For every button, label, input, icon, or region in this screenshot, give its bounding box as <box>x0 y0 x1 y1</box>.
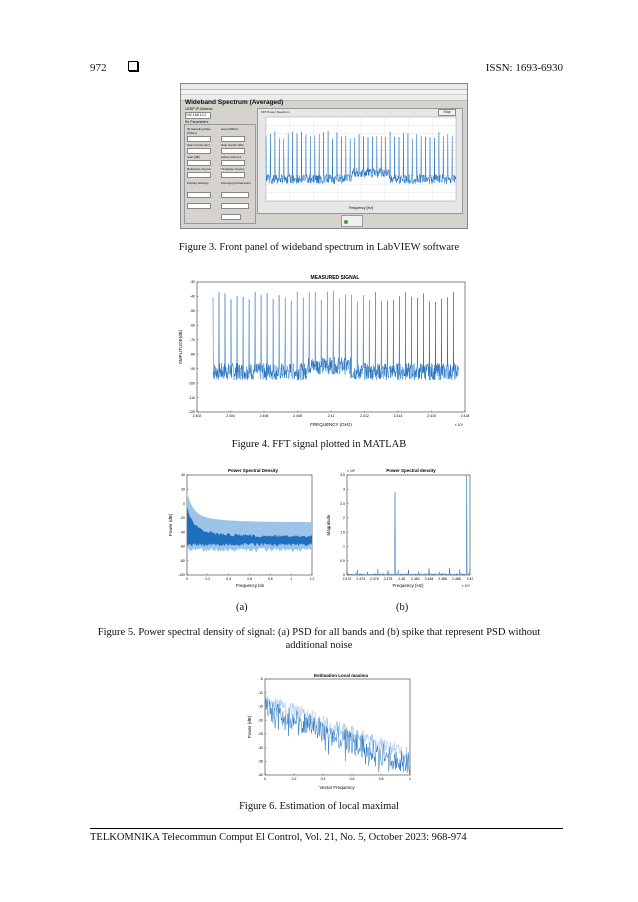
iq-rate-field[interactable] <box>187 136 211 142</box>
fig5b-xlabel: Frequency (Hz) <box>392 583 424 588</box>
fig6-ytick-label: -20 <box>257 718 263 723</box>
averaging-field-1[interactable] <box>221 192 249 198</box>
fig4-xtick-label: 2.404 <box>226 414 235 418</box>
fig5b-xtick-label: 2.484 <box>424 577 434 581</box>
status-led-icon <box>344 220 348 224</box>
timebase-source-label: Timebase Source <box>221 167 245 171</box>
stop-carrier-label: Stop Carrier [Hz] <box>221 143 244 147</box>
fig5b-xtick-label: 2.486 <box>438 577 448 581</box>
fig5a-xtick-label: 0.6 <box>247 577 252 581</box>
fig5b-y-multiplier: × 10⁵ <box>347 469 356 473</box>
figure5-label-a: (a) <box>236 602 248 613</box>
fig6-xtick-label: 1 <box>409 777 411 781</box>
fig4-ytick-label: -110 <box>188 395 195 400</box>
fig6-ytick-label: -35 <box>257 759 263 764</box>
averaging-parameters-label: Averaging Parameters <box>221 181 251 185</box>
fig5a-xtick-label: 0.8 <box>267 577 273 581</box>
display-field-1[interactable] <box>187 192 211 198</box>
fig5b-xtick-label: 2.476 <box>369 577 379 581</box>
fig5a-ytick-label: -100 <box>177 573 185 578</box>
fig5a-xtick-label: 0 <box>186 577 188 581</box>
fig6-xtick-label: 0.6 <box>349 777 355 781</box>
fig5a-ytick-label: 0 <box>183 501 185 506</box>
fig5a-xtick-label: 1.2 <box>309 577 315 581</box>
fig5b-xtick-label: 2.49 <box>466 577 473 581</box>
fig5a-xtick-label: 0.4 <box>226 577 232 581</box>
iq-rate-label: IQ Sampling Rate [S/Sec] <box>187 127 211 135</box>
step-field[interactable] <box>221 136 245 142</box>
averaging-field-2[interactable] <box>221 203 249 209</box>
fig5b-plot-frame <box>347 475 470 575</box>
fig4-xtick-label: 2.412 <box>360 414 369 418</box>
plot-area <box>257 108 463 214</box>
gain-label: Gain [dB] <box>187 155 200 159</box>
frequency-axis-label: Frequency [Hz] <box>349 206 373 210</box>
fig5b-ytick-label: 3.5 <box>340 473 345 478</box>
fig4-ytick-label: -90 <box>189 366 195 371</box>
fig4-ytick-label: -80 <box>189 352 195 357</box>
reference-source-label: Reference Source <box>187 167 212 171</box>
fig5a-ytick-label: -40 <box>179 530 185 535</box>
gain-field[interactable] <box>187 160 211 166</box>
status-indicator <box>341 215 363 227</box>
fig5b-xtick-label: 2.478 <box>383 577 393 581</box>
fig4-ytick-label: -30 <box>189 280 195 285</box>
averaging-field-3[interactable] <box>221 214 241 220</box>
figure6-caption: Figure 6. Estimation of local maximal <box>239 801 399 812</box>
step-label: step [stMHz] <box>221 127 238 131</box>
reference-source-field[interactable] <box>187 172 211 178</box>
fig5a-ylabel: Power (dB) <box>168 513 173 537</box>
fig6-ylabel: Power (dB) <box>247 715 252 739</box>
fig5a-ytick-label: -20 <box>179 516 185 521</box>
figure3-labview-panel <box>180 83 468 229</box>
display-field-2[interactable] <box>187 203 211 209</box>
fig4-xtick-label: 2.418 <box>460 414 470 418</box>
fig4-xlabel: FREQUENCY (GHz) <box>310 422 352 427</box>
stop-button[interactable]: Stop <box>438 109 456 116</box>
fig4-ytick-label: -100 <box>187 381 195 386</box>
fig6-dark-trace <box>265 699 410 773</box>
figure5-caption-line1: Figure 5. Power spectral density of signal: (a) PSD for all bands and (b) spike that represent PSD without <box>97 627 541 638</box>
fig6-xtick-label: 0.4 <box>320 777 326 781</box>
figure5-label-b: (b) <box>396 602 409 613</box>
figure6-chart <box>245 670 415 795</box>
figure5b-chart <box>323 466 473 591</box>
stop-carrier-field[interactable] <box>221 148 245 154</box>
fig5b-ylabel: Magnitude <box>326 514 331 536</box>
page-number: 972 <box>90 62 107 74</box>
fig5b-xtick-label: 2.472 <box>342 577 352 581</box>
fig5a-xlabel: Frequency bin <box>235 583 265 588</box>
active-antenna-field[interactable] <box>221 160 245 166</box>
usrp-ip-label: USRP IP Address <box>185 107 213 111</box>
fig5b-magnitude-trace <box>347 475 470 575</box>
fig4-ytick-label: -120 <box>187 410 195 415</box>
fig5b-xtick-label: 2.48 <box>398 577 406 581</box>
fig6-title: Estimation Local maxima <box>313 673 369 678</box>
rx-params-label: Rx Parameters <box>185 120 209 124</box>
fig5b-x-multiplier: × 10⁹ <box>461 584 470 588</box>
fig6-ytick-label: -5 <box>259 677 263 682</box>
fig4-xtick-label: 2.408 <box>293 414 302 418</box>
fig5b-xtick-label: 2.482 <box>410 577 420 581</box>
panel-title: Wideband Spectrum (Averaged) <box>185 99 284 106</box>
fig4-xtick-label: 2.416 <box>427 414 436 418</box>
fig5a-ytick-label: 40 <box>181 473 185 478</box>
fig6-xtick-label: 0.8 <box>378 777 384 781</box>
fig6-xtick-label: 0 <box>264 777 266 781</box>
fig6-light-trace <box>265 694 410 763</box>
fig4-ytick-label: -70 <box>189 337 195 342</box>
fig4-xtick-label: 2.414 <box>393 414 403 418</box>
active-antenna-label: Active Antenna <box>221 155 242 159</box>
fig6-ytick-label: -15 <box>257 704 263 709</box>
plot-title: FFT Power Spectrum <box>261 110 290 114</box>
display-settings-label: Display Settings <box>187 181 209 185</box>
fig4-ylabel: AMPLITUDE(dB) <box>178 329 183 365</box>
fig5a-ytick-label: 20 <box>181 487 185 492</box>
fig5a-xtick-label: 0.2 <box>205 577 211 581</box>
fig5b-title: Power Spectral density <box>386 468 436 473</box>
fig4-x-multiplier: × 10⁹ <box>454 423 463 427</box>
figure4-caption: Figure 4. FFT signal plotted in MATLAB <box>231 439 407 450</box>
fig5b-xtick-label: 2.474 <box>356 577 366 581</box>
fig4-xtick-label: 2.402 <box>192 414 202 418</box>
fig6-ytick-label: -25 <box>257 732 263 737</box>
figure5a-chart <box>165 466 315 591</box>
fig6-ytick-label: -40 <box>257 773 263 778</box>
fig6-ytick-label: -10 <box>257 690 263 695</box>
figure4-chart <box>175 270 475 435</box>
fig5b-ytick-label: 2.5 <box>340 501 345 506</box>
fig4-ytick-label: -60 <box>189 323 195 328</box>
fig4-title: MEASURED SIGNAL <box>310 275 360 281</box>
header-box-icon <box>128 61 138 71</box>
fig4-signal-trace <box>213 291 459 380</box>
fig4-xtick-label: 2.406 <box>259 414 269 418</box>
fig6-ytick-label: -30 <box>257 745 263 750</box>
fig5b-ytick-label: 0 <box>343 573 345 578</box>
fig4-ytick-label: -40 <box>189 294 195 299</box>
fig5a-ytick-label: -60 <box>179 544 185 549</box>
fig5b-ytick-label: 1 <box>343 544 345 549</box>
timebase-source-field[interactable] <box>221 172 245 178</box>
fig6-xtick-label: 0.2 <box>291 777 297 781</box>
fig6-xlabel: Vector Frequency <box>319 785 355 790</box>
fig5b-xtick-label: 2.488 <box>451 577 461 581</box>
fig5a-xtick-label: 1 <box>290 577 293 581</box>
fig5a-ytick-label: -80 <box>179 558 185 563</box>
params-box <box>184 124 256 224</box>
start-carrier-label: Start Carrier [Hz] <box>187 143 210 147</box>
fig5b-ytick-label: 1.5 <box>340 530 345 535</box>
footer-text: TELKOMNIKA Telecommun Comput El Control, Vol. 21, No. 5, October 2023: 968-974 <box>90 832 467 843</box>
figure5-caption-line2: additional noise <box>285 640 353 651</box>
fig4-xtick-label: 2.41 <box>327 414 335 418</box>
fig5b-ytick-label: 3 <box>343 487 345 492</box>
fig4-ytick-label: -50 <box>189 309 195 314</box>
figure3-caption: Figure 3. Front panel of wideband spectrum in LabVIEW software <box>178 242 460 253</box>
start-carrier-field[interactable] <box>187 148 211 154</box>
fig5b-ytick-label: 2 <box>343 516 345 521</box>
issn: ISSN: 1693-6930 <box>485 62 563 74</box>
fig5b-ytick-label: 0.5 <box>340 558 345 563</box>
fig5a-title: Power Spectral Density <box>227 468 279 473</box>
usrp-ip-field[interactable]: 192.168.10.2 <box>185 112 211 119</box>
labview-spectrum-plot <box>258 109 462 213</box>
footer-rule <box>90 828 563 829</box>
